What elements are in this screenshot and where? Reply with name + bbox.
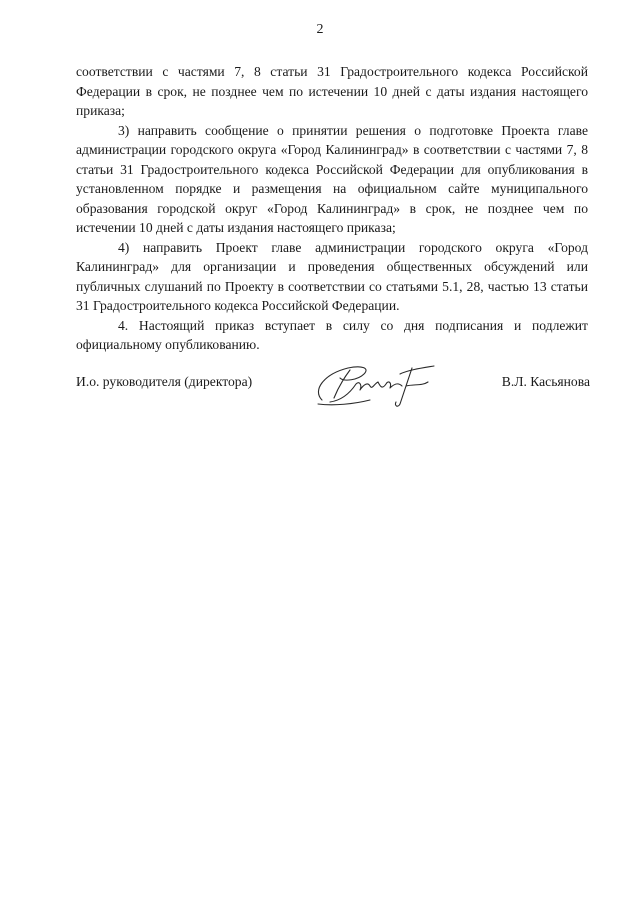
- paragraph-continuation: соответствии с частями 7, 8 статьи 31 Градостроительного кодекса Российской Федерации в срок, не позднее чем по истечении 10 дней с даты издания настоящего приказа;: [76, 64, 588, 118]
- document-body: [76, 62, 588, 355]
- paragraph-item-4: 4) направить Проект главе администрации городского округа «Город Калининград» для организации и проведения общественных обсуждений или публичных слушаний по Проекту в соответствии со статьями 5.1, 28, частью 13 статьи 31 Градостроительного кодекса Российской Федерации.: [76, 239, 588, 313]
- signatory-position: И.о. руководителя (директора): [76, 374, 253, 389]
- signature-block: [76, 360, 590, 408]
- paragraph-item-3: 3) направить сообщение о принятии решения о подготовке Проекта главе администрации городского округа «Город Калининград» в соответствии с частями 7, 8 статьи 31 Градостроительного кодекса Российской Федерации для опубликования в установленном порядке и размещения на официальном сайте муниципального образования городской округ «Город Калининград» в срок, не позднее чем по истечении 10 дней с даты издания настоящего приказа;: [76, 122, 588, 235]
- signatory-name: В.Л. Касьянова: [501, 374, 590, 389]
- page-number: 2: [316, 22, 324, 37]
- handwritten-signature: [304, 360, 454, 408]
- paragraph-clause-4: 4. Настоящий приказ вступает в силу со дня подписания и подлежит официальному опубликованию.: [76, 317, 588, 352]
